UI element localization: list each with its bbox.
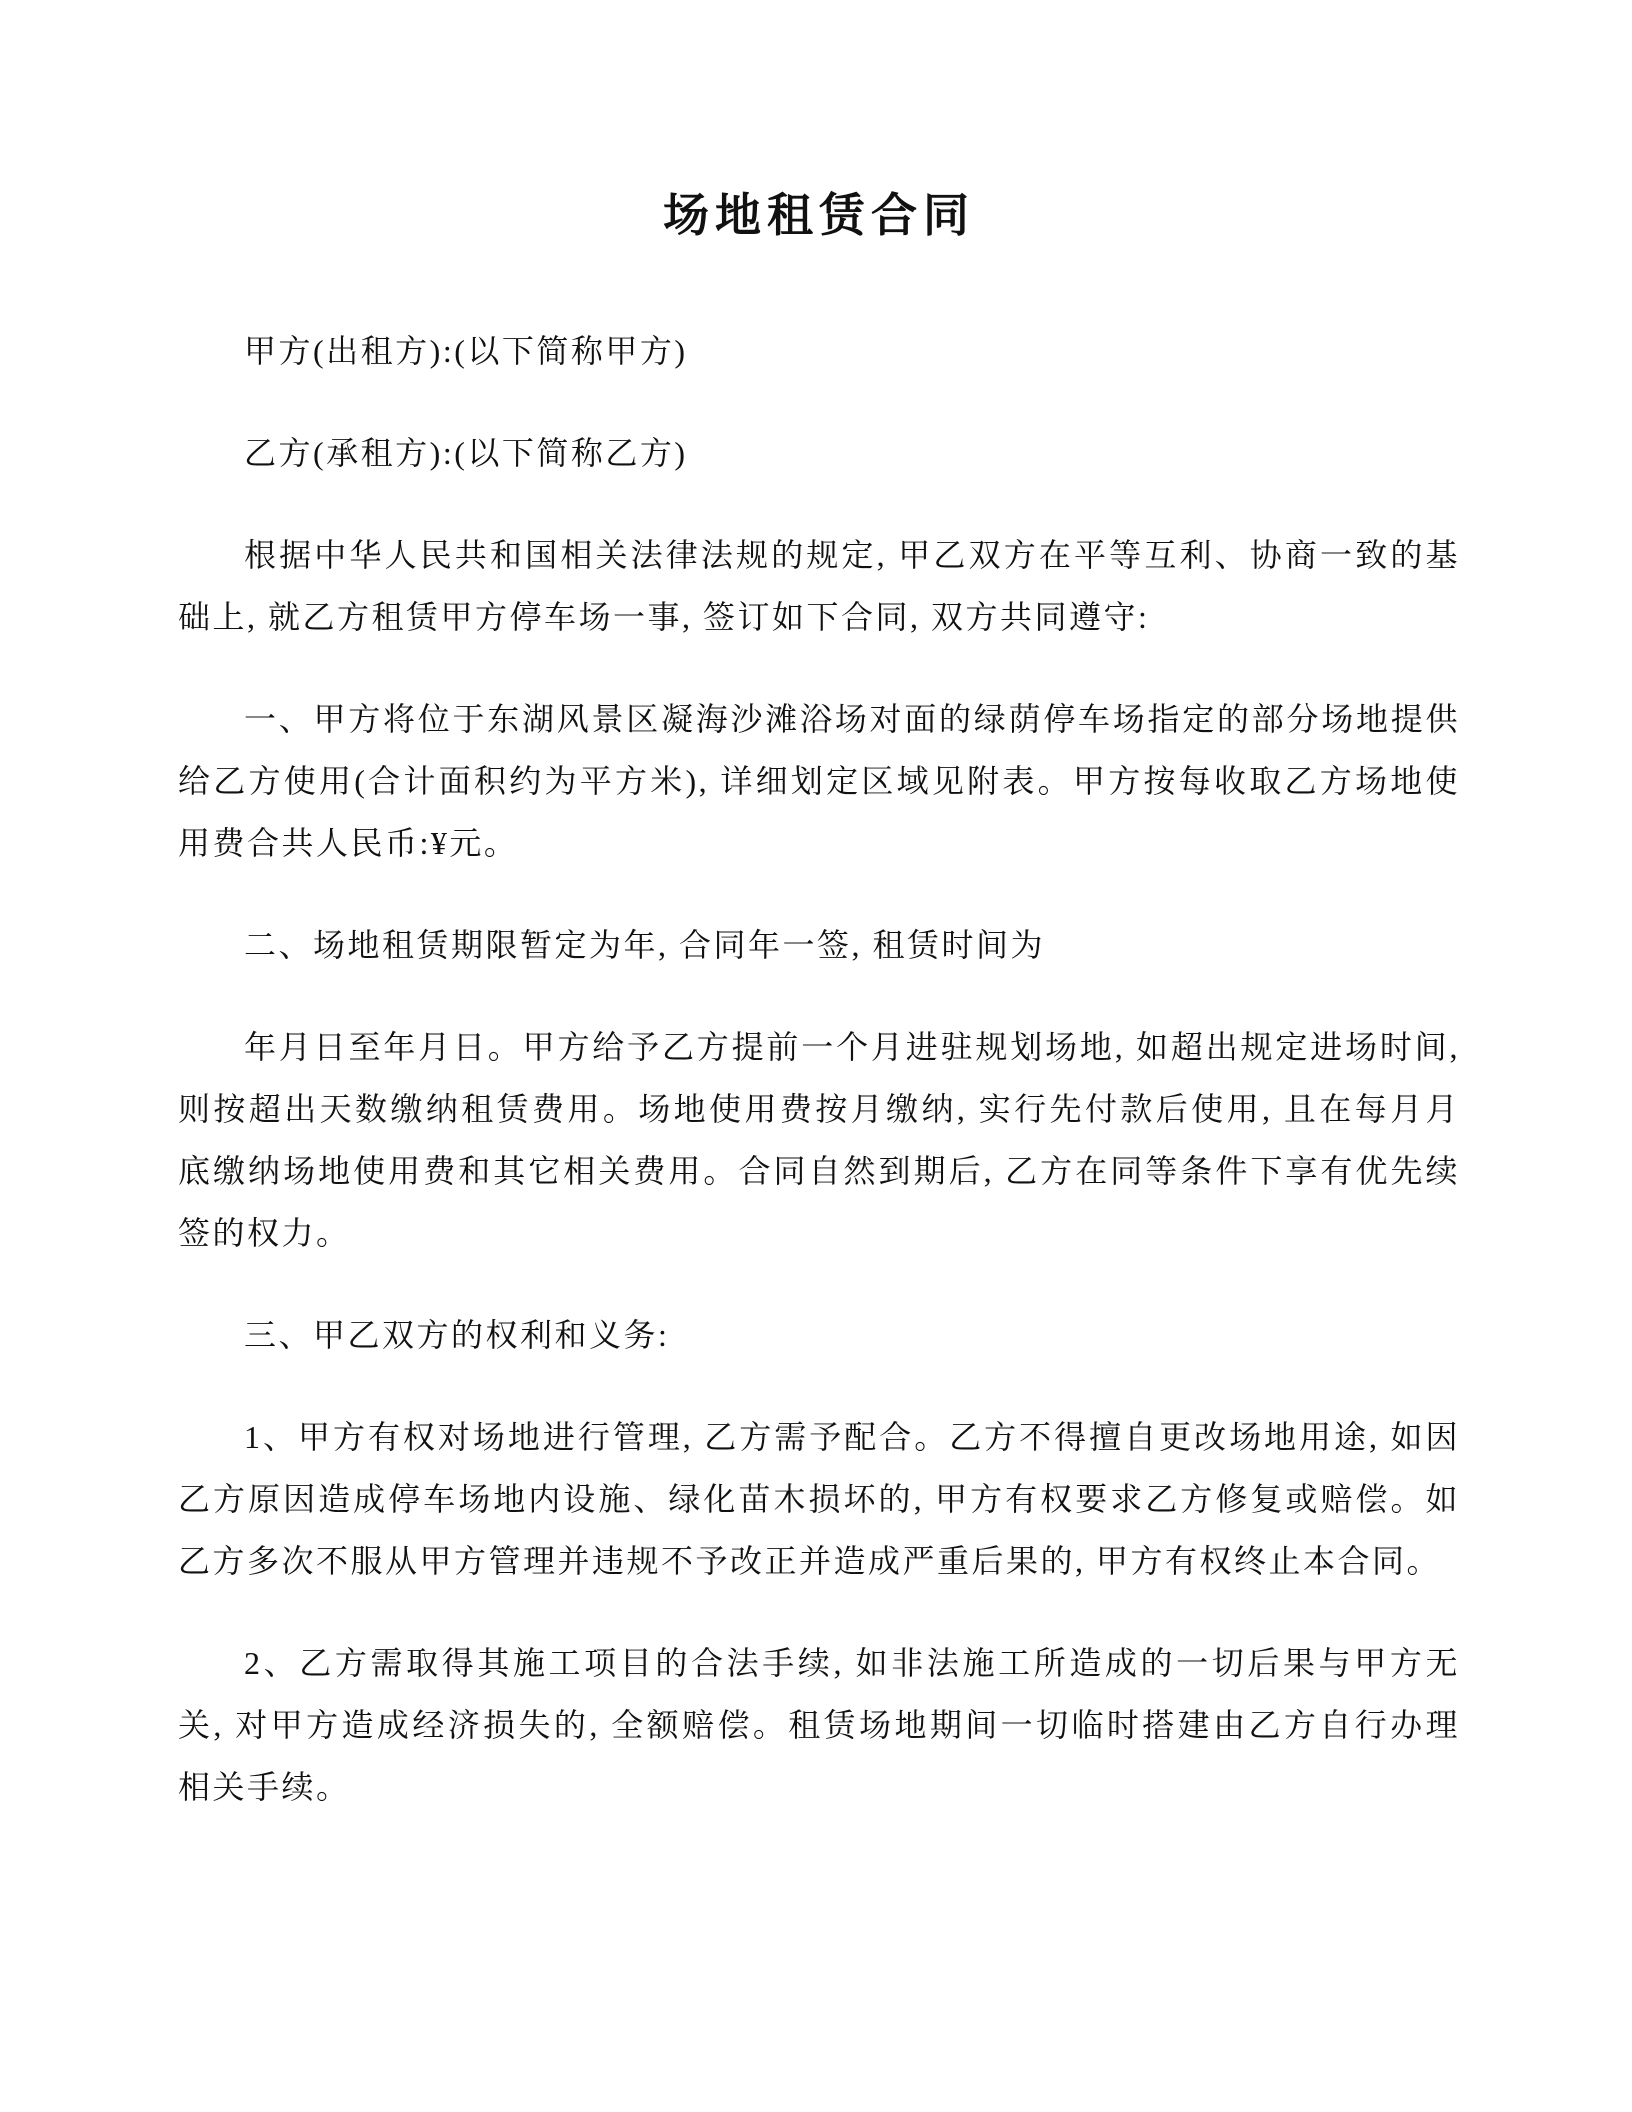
preamble-paragraph: 根据中华人民共和国相关法律法规的规定, 甲乙双方在平等互利、协商一致的基础上, 就乙方租赁甲方停车场一事, 签订如下合同, 双方共同遵守: bbox=[178, 537, 1460, 635]
clause-3-lead-paragraph: 三、甲乙双方的权利和义务: bbox=[244, 1317, 670, 1353]
clause-3-item-1-paragraph: 1、甲方有权对场地进行管理, 乙方需予配合。乙方不得擅自更改场地用途, 如因乙方原因造成停车场地内设施、绿化苗木损坏的, 甲方有权要求乙方修复或赔偿。如乙方多次不服从甲方管理并违规不予改正并造成严重后果的, 甲方有权终止本合同。 bbox=[178, 1419, 1460, 1579]
clause-3-item-2-paragraph: 2、乙方需取得其施工项目的合法手续, 如非法施工所造成的一切后果与甲方无关, 对甲方造成经济损失的, 全额赔偿。租赁场地期间一切临时搭建由乙方自行办理相关手续。 bbox=[178, 1645, 1460, 1805]
clause-2-body-paragraph: 年月日至年月日。甲方给予乙方提前一个月进驻规划场地, 如超出规定进场时间, 则按超出天数缴纳租赁费用。场地使用费按月缴纳, 实行先付款后使用, 且在每月月底缴纳场地使用费和其它相关费用。合同自然到期后, 乙方在同等条件下享有优先续签的权力。 bbox=[178, 1029, 1460, 1251]
party-b-line: 乙方(承租方):(以下简称乙方) bbox=[244, 435, 688, 471]
clause-1-paragraph: 一、甲方将位于东湖风景区凝海沙滩浴场对面的绿荫停车场指定的部分场地提供给乙方使用(合计面积约为平方米), 详细划定区域见附表。甲方按每收取乙方场地使用费合共人民币:¥元。 bbox=[178, 701, 1460, 861]
document-title: 场地租赁合同 bbox=[663, 190, 975, 241]
party-a-line: 甲方(出租方):(以下简称甲方) bbox=[244, 333, 688, 369]
clause-2-lead-paragraph: 二、场地租赁期限暂定为年, 合同年一签, 租赁时间为 bbox=[244, 927, 1046, 963]
